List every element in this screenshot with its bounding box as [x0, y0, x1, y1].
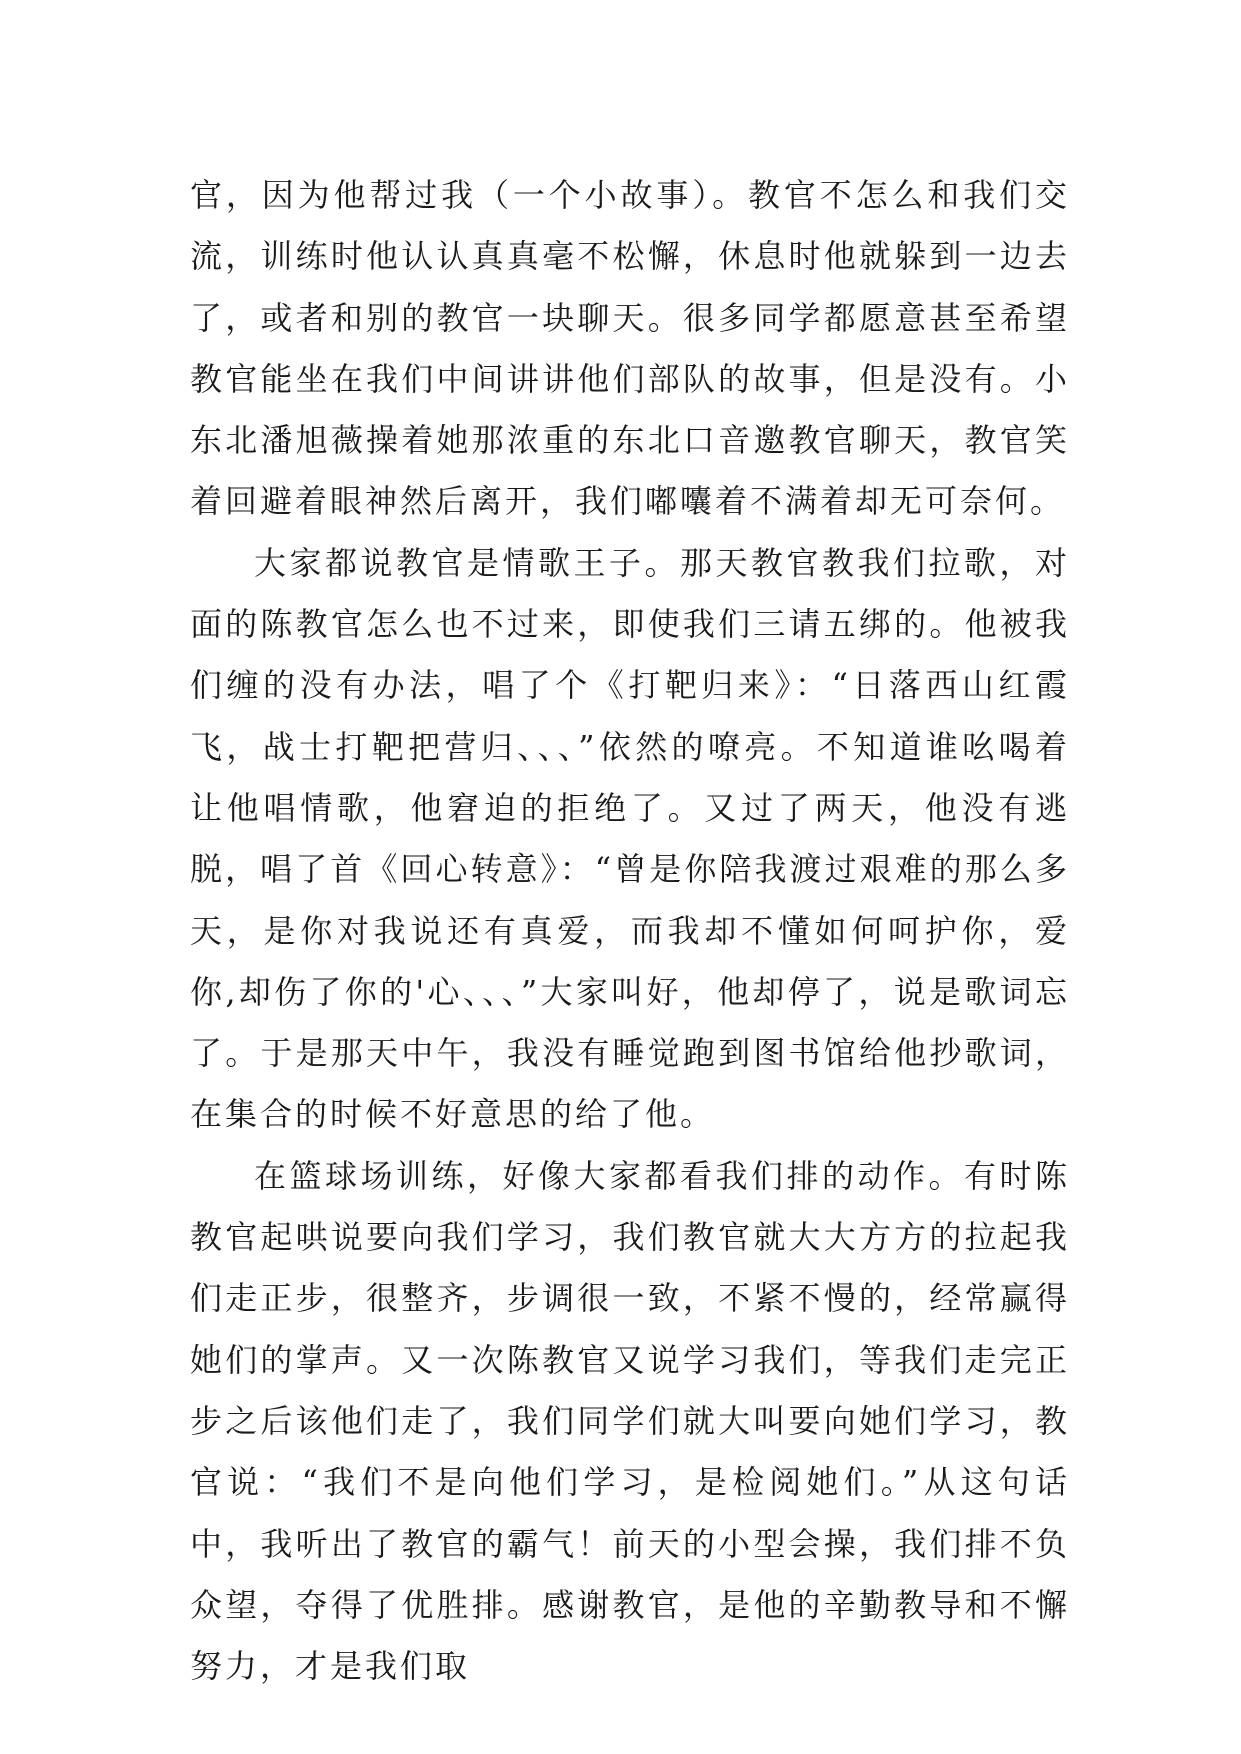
paragraph-basketball-court: 在篮球场训练，好像大家都看我们排的动作。有时陈教官起哄说要向我们学习，我们教官就大大方方的拉起我们走正步，很整齐，步调很一致，不紧不慢的，经常赢得她们的掌声。又一次陈教官又说学习我们，等我们走完正步之后该他们走了，我们同学们就大叫要向她们学习，教官说：“我们不是向他们学习，是检阅她们。”从这句话中，我听出了教官的霸气！前天的小型会操，我们排不负众望，夺得了优胜排。感谢教官，是他的辛勤教导和不懈努力，才是我们取 [190, 1156, 1070, 1686]
paragraph-continued: 官，因为他帮过我（一个小故事）。教官不怎么和我们交流，训练时他认认真真毫不松懈，休息时他就躲到一边去了，或者和别的教官一块聊天。很多同学都愿意甚至希望教官能坐在我们中间讲讲他们部队的故事，但是没有。小东北潘旭薇操着她那浓重的东北口音邀教官聊天，教官笑着回避着眼神然后离开，我们嘟囔着不满着却无可奈何。 [190, 176, 1070, 521]
paragraph-love-song: 大家都说教官是情歌王子。那天教官教我们拉歌，对面的陈教官怎么也不过来，即使我们三请五绑的。他被我们缠的没有办法，唱了个《打靶归来》：“日落西山红霞飞，战士打靶把营归、、、”依然的嘹亮。不知道谁吆喝着让他唱情歌，他窘迫的拒绝了。又过了两天，他没有逃脱，唱了首《回心转意》：“曾是你陪我渡过艰难的那么多天，是你对我说还有真爱，而我却不懂如何呵护你，爱你,却伤了你的'心、、、”大家叫好，他却停了，说是歌词忘了。于是那天中午，我没有睡觉跑到图书馆给他抄歌词，在集合的时候不好意思的给了他。 [190, 543, 1070, 1134]
body-text [190, 165, 1070, 1697]
